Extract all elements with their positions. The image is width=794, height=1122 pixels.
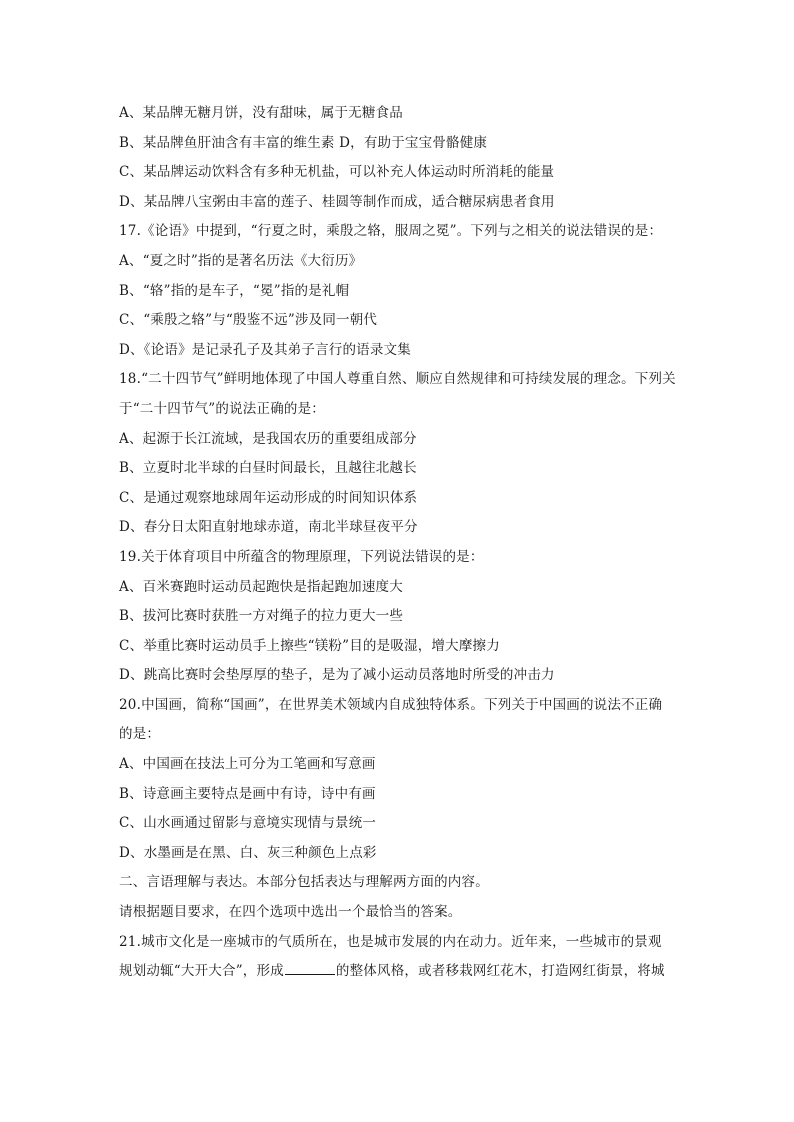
text-before-blank: 规划动辄“大开大合”，形成: [119, 963, 284, 980]
text-line: D、春分日太阳直射地球赤道，南北半球昼夜平分: [119, 519, 418, 536]
text-line: C、举重比赛时运动员手上擦些“镁粉”目的是吸湿，增大摩擦力: [119, 637, 500, 654]
text-line: A、“夏之时”指的是著名历法《大衍历》: [119, 252, 363, 269]
section-instruction: 请根据题目要求，在四个选项中选出一个最恰当的答案。: [119, 904, 462, 921]
text-line: A、百米赛跑时运动员起跑快是指起跑加速度大: [119, 578, 403, 595]
text-line: C、山水画通过留影与意境实现情与景统一: [119, 815, 377, 832]
text-line: D、某品牌八宝粥由丰富的莲子、桂圆等制作而成，适合糖尿病患者食用: [119, 193, 555, 210]
text-after-blank: 的整体风格，或者移栽网红花木，打造网红街景，将城: [335, 963, 665, 980]
text-line: C、“乘殷之辂”与“殷鉴不远”涉及同一朝代: [119, 312, 378, 329]
fill-in-blank: [285, 962, 335, 975]
text-line: C、某品牌运动饮料含有多种无机盐，可以补充人体运动时所消耗的能量: [119, 164, 555, 181]
text-line: B、诗意画主要特点是画中有诗，诗中有画: [119, 785, 376, 802]
text-line: A、某品牌无糖月饼，没有甜味，属于无糖食品: [119, 105, 403, 121]
text-line: C、是通过观察地球周年运动形成的时间知识体系: [119, 489, 418, 506]
question-18: 18.“二十四节气”鲜明地体现了中国人尊重自然、顺应自然规律和可持续发展的理念。下列关: [119, 371, 676, 388]
text-line: B、立夏时北半球的白昼时间最长，且越往北越长: [119, 460, 417, 477]
page-content: [119, 99, 679, 987]
text-line: B、拔河比赛时获胜一方对绳子的拉力更大一些: [119, 608, 404, 625]
text-line: A、起源于长江流域，是我国农历的重要组成部分: [119, 430, 417, 447]
text-line: A、中国画在技法上可分为工笔画和写意画: [119, 756, 376, 773]
text-line: B、“辂”指的是车子，“冕”指的是礼帽: [119, 282, 350, 299]
question-17: 17.《论语》中提到，“行夏之时，乘殷之辂，服周之冕”。下列与之相关的说法错误的是：: [119, 223, 663, 240]
question-20: 20.中国画，简称“国画”，在世界美术领域内自成独特体系。下列关于中国画的说法不正确: [119, 696, 663, 713]
text-line: D、水墨画是在黑、白、灰三种颜色上点彩: [119, 844, 377, 861]
text-line: [119, 957, 679, 987]
text-line: 于“二十四节气”的说法正确的是：: [119, 400, 326, 417]
text-line: 的是：: [119, 726, 161, 743]
question-21: 21.城市文化是一座城市的气质所在，也是城市发展的内在动力。近年来，一些城市的景观: [119, 933, 662, 950]
text-line: B、某品牌鱼肝油含有丰富的维生素 D，有助于宝宝骨骼健康: [119, 134, 488, 151]
text-line: D、《论语》是记录孔子及其弟子言行的语录文集: [119, 341, 411, 358]
text-line: D、跳高比赛时会垫厚厚的垫子，是为了减小运动员落地时所受的冲击力: [119, 667, 555, 684]
section-heading: 二、言语理解与表达。本部分包括表达与理解两方面的内容。: [119, 874, 489, 891]
question-19: 19.关于体育项目中所蕴含的物理原理，下列说法错误的是：: [119, 548, 484, 565]
